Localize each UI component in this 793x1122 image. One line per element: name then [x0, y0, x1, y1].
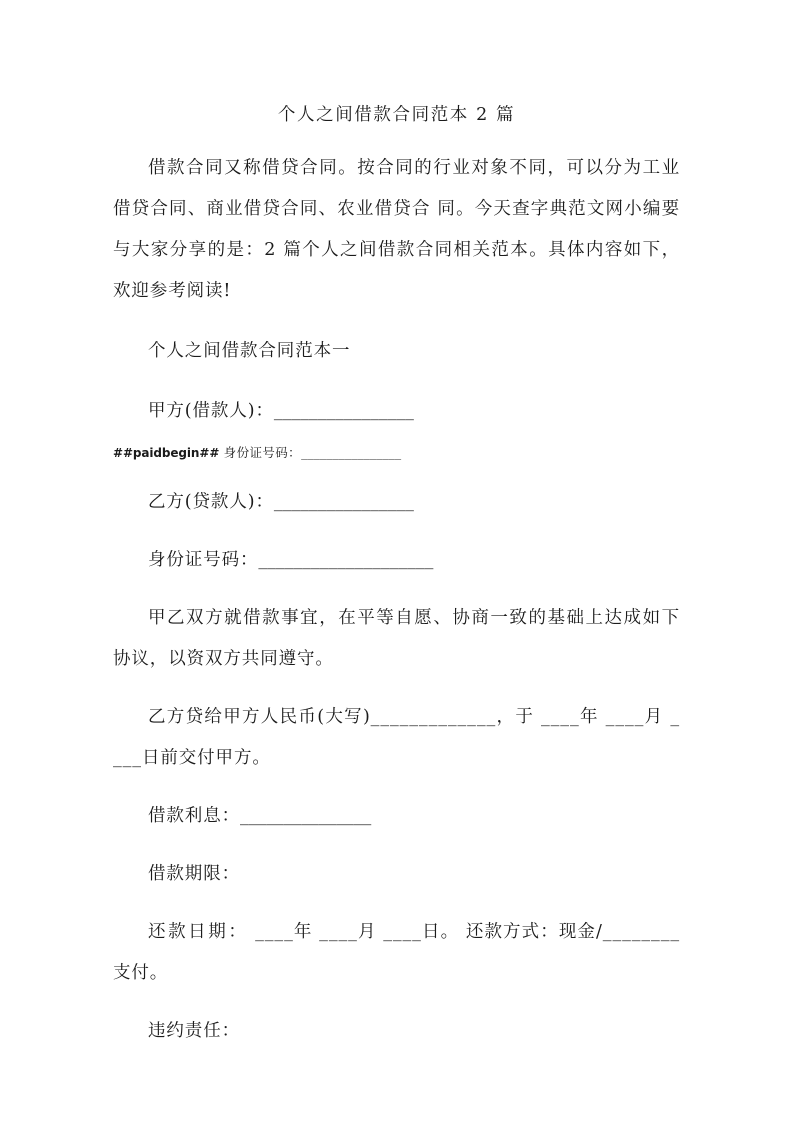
loan-amount-paragraph: 乙方贷给甲方人民币(大写)_____________，于 ____年 ____月 ____日前交付甲方。 — [113, 706, 680, 768]
paid-id-fill: ________________ — [301, 444, 402, 460]
id-number-fill: ____________________ — [258, 549, 434, 570]
interest-label: 借款利息： — [148, 805, 240, 826]
interest-line — [113, 796, 680, 837]
breach-line: 违约责任： — [148, 1020, 240, 1041]
repayment-date-label: 还款日期： — [148, 921, 249, 942]
interest-fill: _______________ — [240, 805, 372, 826]
page-title: 个人之间借款合同范本 2 篇 — [277, 105, 516, 125]
paid-begin-marker: ##paidbegin## — [113, 445, 220, 460]
party-a-fill: ________________ — [273, 400, 414, 421]
party-b-line — [113, 482, 680, 523]
id-number-label: 身份证号码： — [148, 549, 259, 570]
term-line: 借款期限： — [148, 863, 240, 884]
repayment-date-rest: ____年 ____月 ____日。 还款方式：现金/________支付。 — [113, 921, 680, 983]
party-b-label: 乙方(贷款人)： — [148, 491, 274, 512]
party-b-fill: ________________ — [273, 491, 414, 512]
paid-id-label: 身份证号码： — [223, 444, 302, 460]
party-a-label: 甲方(借款人)： — [148, 400, 274, 421]
repayment-paragraph — [113, 912, 680, 994]
party-a-line — [113, 391, 680, 432]
id-number-line — [113, 540, 680, 581]
section-heading-one: 个人之间借款合同范本一 — [148, 340, 351, 361]
paid-marker-line — [113, 438, 680, 468]
intro-paragraph: 借款合同又称借贷合同。按合同的行业对象不同，可以分为工业借贷合同、商业借贷合同、农业借贷合 同。今天查字典范文网小编要与大家分享的是：2 篇个人之间借款合同相关范本。具体内容如下，欢迎参考阅读! — [113, 157, 680, 301]
agreement-paragraph: 甲乙双方就借款事宜，在平等自愿、协商一致的基础上达成如下协议，以资双方共同遵守。 — [113, 607, 680, 669]
